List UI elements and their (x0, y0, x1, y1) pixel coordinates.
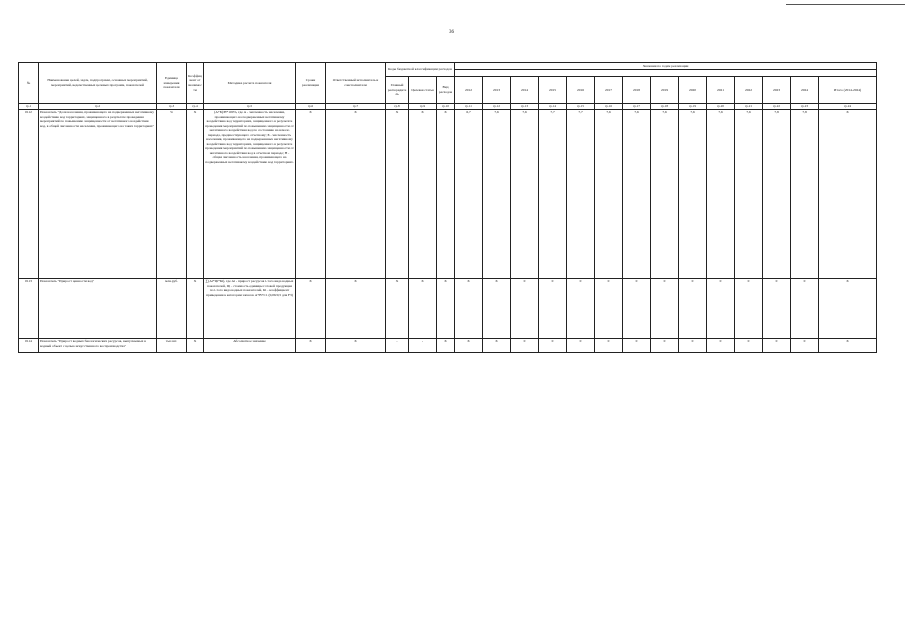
col-number: гр.1 (19, 104, 39, 110)
header-year: 2015 (539, 77, 567, 104)
header-resp: Ответственный исполнитель и соисполнители (326, 63, 386, 104)
row-value: 0 (707, 339, 735, 353)
table-row (19, 279, 877, 339)
row-num: 0112 (19, 110, 39, 279)
col-number: гр.23 (791, 104, 819, 110)
col-number: гр.19 (679, 104, 707, 110)
header-main-mgr: Главный распорядитель (386, 77, 409, 104)
row-value: X (455, 339, 483, 353)
header-values-by-year: Значения по годам реализации (455, 63, 877, 70)
row-name: Показатель "Прирост водных биологических ресурсов, выпускаемых в водный объект с целью искусственного воспроизводства" (39, 339, 157, 353)
row-unit: тыс.шт. (157, 339, 187, 353)
row-value: X (483, 339, 511, 353)
row-resp: X (326, 110, 386, 279)
col-number: гр.11 (455, 104, 483, 110)
header-spacer (455, 70, 877, 77)
row-coef: X (187, 339, 204, 353)
row-exp-type: X (437, 279, 455, 339)
header-term: Сроки реализации (296, 63, 326, 104)
row-value: 0 (511, 339, 539, 353)
col-number: гр.15 (567, 104, 595, 110)
header-target-item: Целевая статья (409, 77, 437, 104)
col-number: гр.8 (386, 104, 409, 110)
col-number: гр.12 (483, 104, 511, 110)
header-coef: Коэффициент от значимости (187, 63, 204, 104)
row-term: X (296, 110, 326, 279)
row-value: 0 (791, 339, 819, 353)
header-name: Наименование целей, задач, подпрограмм, основных мероприятий, мероприятий, ведомственных целевых программ, показателей (39, 63, 157, 104)
row-value: 0 (539, 279, 567, 339)
row-target-item: - (409, 339, 437, 353)
row-total: X (819, 279, 877, 339)
row-method: (A+Б)/Н*100%, где А - численность населения, проживающего на подверженных негативному воздействию вод территориях, защищенного в результате проведения мероприятий по повышению защищенности от негативного воздействия вод по состоянию на начало периода, предшествующего отчетному; Б - численность населения, проживающего на подверженных негативному воздействию вод территориях, защищенного в результате проведения мероприятий по повышению защищенности от негативного воздействия вод в отчетном периоде; Н - общая численность населения, проживающего на подверженных негативному воздействию вод территориях. (204, 110, 296, 279)
row-value: 0 (595, 279, 623, 339)
row-value: 0 (567, 279, 595, 339)
row-value: 0 (651, 339, 679, 353)
table-row (19, 339, 877, 353)
col-number: гр.7 (326, 104, 386, 110)
col-number: гр.14 (539, 104, 567, 110)
col-number: гр.16 (595, 104, 623, 110)
header-unit: Единица измерения показателя (157, 63, 187, 104)
row-name: Показатель "Доля населения, проживающего на подверженных негативному воздействию вод территориях, защищенного в результате проведения мероприятий по повышению защищенности от негативного воздействия вод, в общей численности населения, проживающего на таких территориях" (39, 110, 157, 279)
table-row (19, 110, 877, 279)
indicators-table (18, 62, 877, 353)
col-number: гр.22 (763, 104, 791, 110)
header-year: 2017 (595, 77, 623, 104)
row-value: 0 (679, 339, 707, 353)
row-value: 0 (763, 339, 791, 353)
row-term: X (296, 279, 326, 339)
row-exp-type: X (437, 339, 455, 353)
col-number: гр.21 (735, 104, 763, 110)
col-number: гр.24 (819, 104, 877, 110)
row-value: X (483, 279, 511, 339)
row-exp-type: X (437, 110, 455, 279)
row-main-mgr: X (386, 110, 409, 279)
row-main-mgr: - (386, 339, 409, 353)
row-value: 0 (511, 279, 539, 339)
row-total: X (819, 339, 877, 353)
row-method: ∑(Аi*Цi*Кi), где Аi - прирост ресурсов i-того вида водных показателей, Цi - стоимость единицы готовой продукции по i-того вида водных показателей, Кi - коэффициент приведения к категории запасов А+В+С1 (0,06/0,5 для F3) (204, 279, 296, 339)
col-number: гр.18 (651, 104, 679, 110)
row-value: 7,6 (735, 110, 763, 279)
row-value: 0 (595, 339, 623, 353)
col-number: гр.20 (707, 104, 735, 110)
row-main-mgr: X (386, 279, 409, 339)
col-number: гр.17 (623, 104, 651, 110)
row-value: 0 (679, 279, 707, 339)
col-number: гр.5 (204, 104, 296, 110)
row-value: 7,6 (595, 110, 623, 279)
header-year: 2012 (455, 77, 483, 104)
header-total: Итого (2014-2024) (819, 77, 877, 104)
page-number: 36 (449, 30, 454, 35)
header-num: № (19, 63, 39, 104)
col-number: гр.2 (39, 104, 157, 110)
row-target-item: X (409, 110, 437, 279)
row-method: Абсолютное значение (204, 339, 296, 353)
header-year: 2024 (791, 77, 819, 104)
row-resp: X (326, 339, 386, 353)
row-value: 7,8 (763, 110, 791, 279)
row-value: 0 (791, 279, 819, 339)
row-value: 7,6 (623, 110, 651, 279)
row-name: Показатель "Прирост ценности вод" (39, 279, 157, 339)
row-num: 0113 (19, 279, 39, 339)
row-coef: X (187, 279, 204, 339)
header-year: 2019 (651, 77, 679, 104)
header-year: 2016 (567, 77, 595, 104)
row-resp: X (326, 279, 386, 339)
row-value: 0 (735, 339, 763, 353)
col-number: гр.3 (157, 104, 187, 110)
header-year: 2021 (707, 77, 735, 104)
header-year: 2023 (763, 77, 791, 104)
row-value: 0 (763, 279, 791, 339)
row-value: 7,8 (791, 110, 819, 279)
row-value: 0 (567, 339, 595, 353)
header-year: 2022 (735, 77, 763, 104)
header-year: 2014 (511, 77, 539, 104)
header-budget-codes: Коды бюджетной классификации расходов (386, 63, 455, 77)
row-value: 0 (623, 339, 651, 353)
col-number: гр.9 (409, 104, 437, 110)
row-value: 7,7 (539, 110, 567, 279)
row-value: 0 (707, 279, 735, 339)
row-value: 0 (539, 339, 567, 353)
row-unit: % (157, 110, 187, 279)
row-total: X (819, 110, 877, 279)
header-method: Методика расчета показателя (204, 63, 296, 104)
row-value: 7,7 (567, 110, 595, 279)
header-year: 2013 (483, 77, 511, 104)
col-number: гр.10 (437, 104, 455, 110)
row-value: X (455, 279, 483, 339)
row-value: 7,6 (511, 110, 539, 279)
row-term: X (296, 339, 326, 353)
row-num: 0114 (19, 339, 39, 353)
col-number: гр.13 (511, 104, 539, 110)
col-number: гр.6 (296, 104, 326, 110)
row-value: 0 (623, 279, 651, 339)
row-unit: млн.руб. (157, 279, 187, 339)
row-value: 7,6 (651, 110, 679, 279)
row-value: 6,7 (455, 110, 483, 279)
header-year: 2018 (623, 77, 651, 104)
header-year: 2020 (679, 77, 707, 104)
row-value: 0 (735, 279, 763, 339)
col-number: гр.4 (187, 104, 204, 110)
row-value: 7,6 (707, 110, 735, 279)
row-coef: X (187, 110, 204, 279)
row-value: 0 (651, 279, 679, 339)
header-exp-type: Вид расходов (437, 77, 455, 104)
top-rule (786, 4, 905, 5)
row-value: 7,6 (679, 110, 707, 279)
row-target-item: X (409, 279, 437, 339)
row-value: 7,6 (483, 110, 511, 279)
